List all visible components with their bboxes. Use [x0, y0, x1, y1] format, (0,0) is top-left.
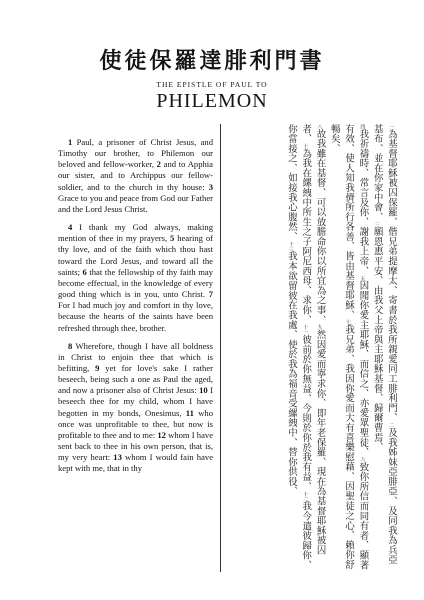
verse-number: 5 [170, 233, 175, 244]
verse-number: 九 [316, 324, 323, 330]
verse-number: 8 [68, 340, 73, 351]
epistle-subtitle: THE EPISTLE OF PAUL TO [156, 80, 268, 89]
verse-number: 7 [208, 289, 213, 300]
verse-number: 9 [95, 362, 100, 373]
verse-number: 6 [82, 266, 87, 277]
verse-text: 為我在縲絏中所生之子阿尼西母、求你、 [300, 148, 312, 325]
paragraph [327, 124, 370, 572]
verse-number: 2 [156, 159, 161, 170]
verse-text: 因聞你愛主耶穌、而信之、亦愛眾聖徒、 [357, 280, 369, 458]
verse-text: 願恩惠平安、由我父上帝與主耶穌基督、歸爾曹焉、 [371, 226, 383, 453]
verse-text: 我祈禱時、常言及你、謝我上帝、 [357, 129, 369, 276]
verse-number: 11 [185, 407, 194, 418]
english-text-column [58, 137, 213, 482]
verse-number: 13 [113, 452, 122, 463]
verse-text: whom I have sent back to thee in his own person, that is, my very heart: [58, 429, 214, 463]
verse-number: 三 [373, 221, 380, 227]
verse-number: 10 [199, 385, 208, 396]
paragraph [58, 137, 213, 215]
verse-text: whom I would fain have kept with me, that in thy [58, 452, 214, 474]
verse-text: Paul, a prisoner of Christ Jesus, and Timothy our brother, to Philemon our beloved and fellow-worker, [58, 137, 213, 170]
verse-text: 致你所信而同有者、顯著有效、使人知我儕所行各善、皆由基督耶穌、 [343, 124, 369, 570]
verse-text: hearing of thy love, and of the faith which thou hast toward the Lord Jesus, and toward all the saints; [58, 233, 213, 277]
paragraph [284, 124, 327, 572]
verse-text: I beseech thee for my child, whom I have begotten in my bonds, Onesimus, [58, 385, 213, 418]
chinese-text-column [226, 124, 398, 572]
verse-number: 七 [345, 319, 352, 325]
verse-text: 彼前於你無益、今則於你於我有益、 [300, 334, 312, 492]
column-divider [220, 124, 221, 572]
verse-number: 十二 [302, 491, 309, 502]
paragraph [58, 222, 213, 334]
verse-number: 五 [359, 275, 366, 281]
verse-text: For I had much joy and comfort in thy love, because the hearts of the saints have been refreshed through thee, brother. [58, 300, 213, 333]
verse-text: 故我雖在基督、可以放膽命你以所宜為之事、 [314, 129, 326, 325]
verse-number: 十三 [287, 241, 294, 252]
verse-number: 1 [68, 137, 73, 147]
verse-number: 十一 [302, 324, 309, 335]
chinese-book-title: 使徒保羅達腓利門書 [99, 48, 325, 74]
verse-text: I thank my God always, making mention of thee in my prayers, [58, 222, 213, 244]
verse-text: 及我姊妹亞腓亞、及同我為兵亞基布、並在你家中會、 [371, 124, 397, 565]
verse-text: who once was unprofitable to thee, but now is profitable to thee and to me: [58, 407, 213, 440]
verse-number: 六 [359, 457, 366, 463]
paragraph [369, 124, 398, 572]
verse-text: 我本欲留彼在我處、使於我為福音受縲絏中、替你供役、 [285, 251, 297, 497]
verse-number: 12 [157, 429, 166, 440]
verse-number: 二 [388, 422, 394, 428]
verse-text: Grace to you and peace from God our Father and the Lord Jesus Christ. [58, 192, 213, 214]
book-title: PHILEMON [156, 90, 268, 112]
verse-text: 我兄弟、我因你愛而大有喜樂慰藉、因聖徒之心、賴你舒暢矣、 [328, 124, 355, 570]
verse-text: that the fellowship of thy faith may become effectual, in the knowledge of every good thing which is in you, unto Christ. [58, 266, 213, 300]
verse-number: 八 [316, 124, 323, 129]
verse-text: 為基督耶穌被囚保羅、偕兄弟提摩太、寄書於我所親愛同工腓利門、 [386, 129, 397, 423]
verse-number: 十 [302, 143, 309, 149]
verse-number: 4 [68, 222, 73, 233]
verse-text: 然因愛而寧求你、即年老保羅、現在為基督耶穌被囚者、 [300, 124, 326, 555]
verse-text: 我今遣彼歸你、你當接之、如接我心腹然、 [285, 124, 312, 570]
verse-number: 四 [359, 124, 366, 129]
verse-text: and to Apphia our sister, and to Archippus our fellow-soldier, and to the church in thy house: [58, 159, 213, 192]
paragraph [58, 341, 213, 475]
verse-number: 3 [208, 181, 213, 192]
verse-number: 一 [388, 124, 394, 129]
verse-text: Wherefore, though I have all boldness in Christ to enjoin thee that which is befitting, [58, 340, 213, 373]
verse-text: yet for love's sake I rather beseech, being such a one as Paul the aged, and now a prisoner also of Christ Jesus: [58, 362, 213, 396]
